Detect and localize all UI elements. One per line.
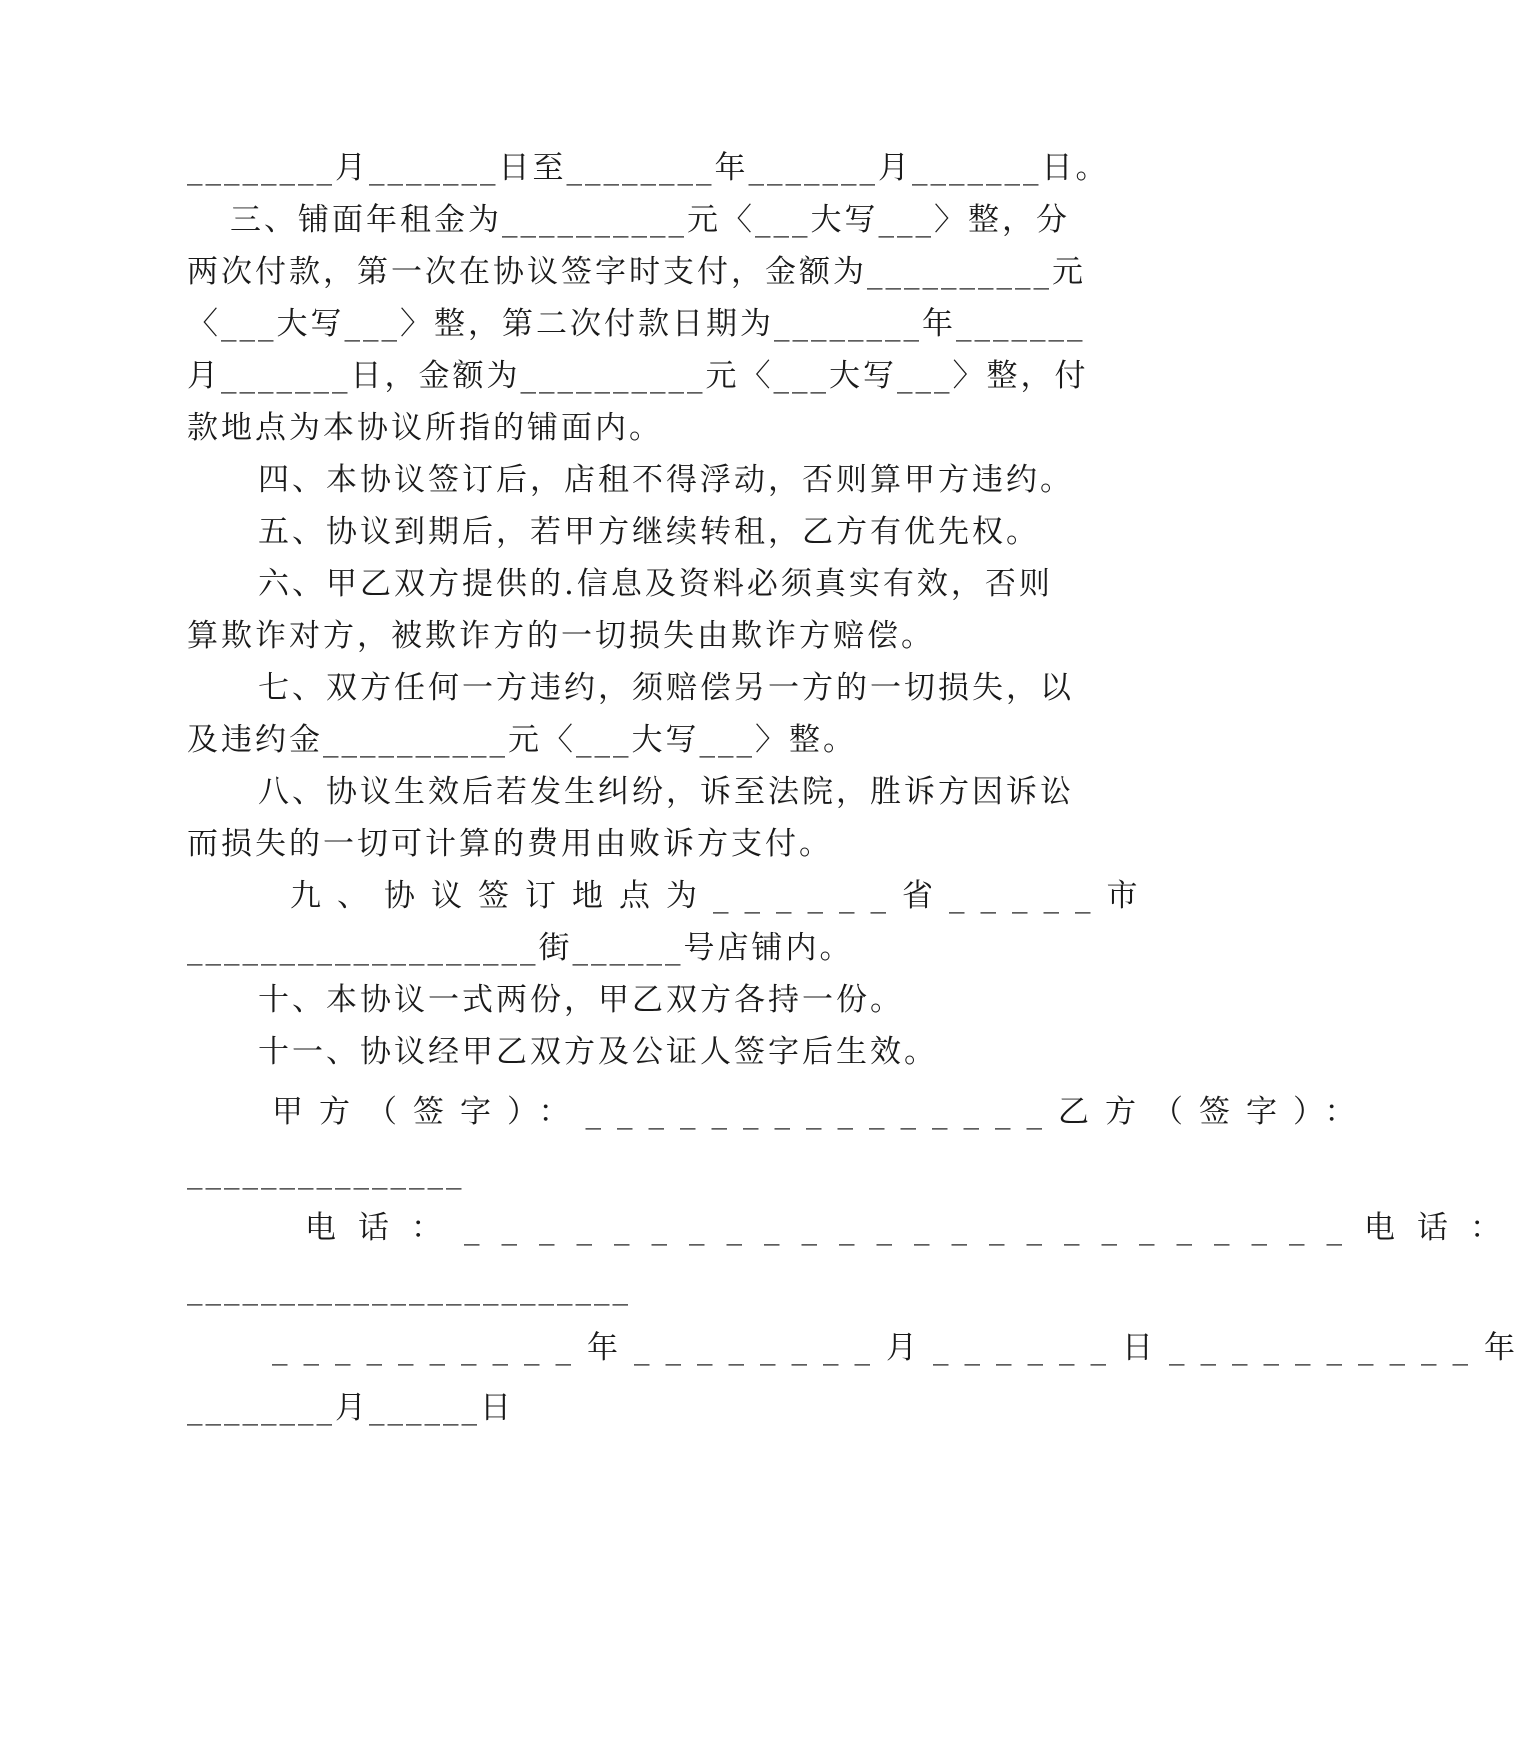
text-line-12: 及违约金__________元〈___大写___〉整。	[187, 722, 857, 758]
text-line-2: 三、铺面年租金为__________元〈___大写___〉整，分	[230, 202, 1070, 238]
text-line-16: ___________________街______号店铺内。	[187, 930, 854, 966]
date-line-continued: ________月______日	[187, 1390, 514, 1426]
text-line-11: 七、双方任何一方违约，须赔偿另一方的一切损失，以	[258, 670, 1074, 706]
text-line-1: ________月_______日至________年_______月_______日。	[187, 150, 1110, 186]
text-line-14: 而损失的一切可计算的费用由败诉方支付。	[187, 826, 833, 862]
text-line-5: 月_______日，金额为__________元〈___大写___〉整，付	[187, 358, 1089, 394]
text-line-18: 十一、协议经甲乙双方及公证人签字后生效。	[258, 1034, 938, 1070]
text-line-13: 八、协议生效后若发生纠纷，诉至法院，胜诉方因诉讼	[258, 774, 1074, 810]
phone-line: 电话：________________________电话：	[305, 1210, 1523, 1246]
text-line-3: 两次付款，第一次在协议签字时支付，金额为__________元	[187, 254, 1086, 290]
text-line-8: 五、协议到期后，若甲方继续转租，乙方有优先权。	[258, 514, 1040, 550]
text-line-6: 款地点为本协议所指的铺面内。	[187, 410, 663, 446]
text-line-15: 九、协议签订地点为______省_____市	[290, 878, 1154, 914]
text-line-4: 〈___大写___〉整，第二次付款日期为________年_______	[187, 306, 1086, 342]
signature-line-parties: 甲方（签字）：_______________乙方（签字）：	[272, 1094, 1372, 1130]
text-line-17: 十、本协议一式两份，甲乙双方各持一份。	[258, 982, 904, 1018]
phone-line-continued: ________________________	[187, 1270, 631, 1306]
text-line-10: 算欺诈对方，被欺诈方的一切损失由欺诈方赔偿。	[187, 618, 935, 654]
text-line-9: 六、甲乙双方提供的.信息及资料必须真实有效，否则	[258, 566, 1053, 602]
date-line: __________年________月______日__________年	[272, 1330, 1531, 1366]
text-line-7: 四、本协议签订后，店租不得浮动，否则算甲方违约。	[258, 462, 1074, 498]
signature-line-continued: _______________	[187, 1154, 465, 1190]
